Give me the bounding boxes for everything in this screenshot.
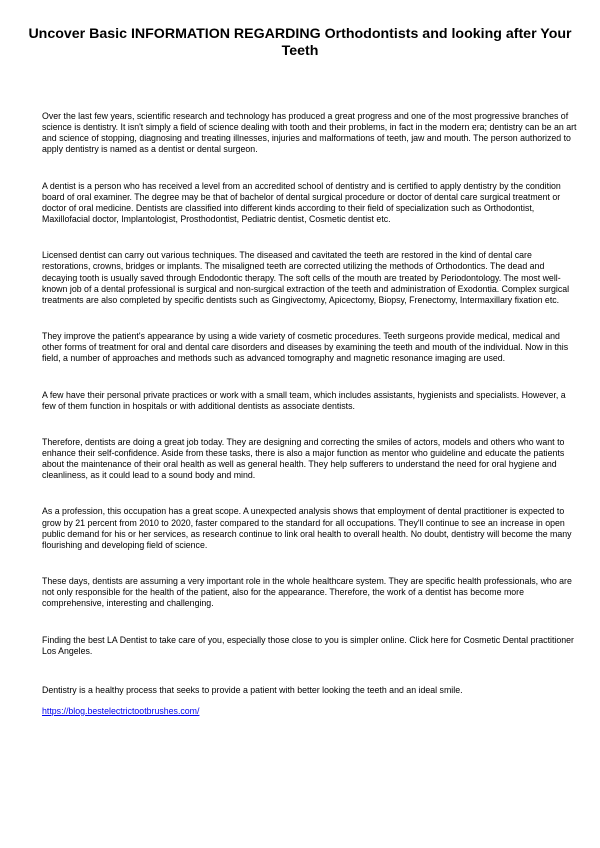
paragraph-3: Licensed dentist can carry out various techniques. The diseased and cavitated the teeth are restored in the kind of dental care restorations, crowns, bridges or implants. The misaligned teeth are corrected utilizing the methods of Orthodontics. The dead and decaying tooth is usually saved through Endodontic therapy. The soft cells of the mouth are treated by Periodontology. The most well-known job of a dental professional is surgical and non-surgical extraction of the teeth and administration of Exodontia. Complex surgical treatments are also completed by specific dentists such as Gingivectomy, Apicectomy, Biopsy, Frenectomy, Intermaxillary fixation etc. — [42, 250, 570, 305]
paragraph-4: They improve the patient's appearance by using a wide variety of cosmetic procedures. Teeth surgeons provide medical, medical and other forms of treatment for oral and dental care disorders and diseases by examining the teeth and mouth of the individual. Now in this field, a number of approaches and methods such as advanced tomography and magnetic resonance imaging are used. — [42, 331, 569, 364]
article-body — [42, 111, 578, 721]
paragraph-2: A dentist is a person who has received a level from an accredited school of dentistry and is certified to apply dentistry by the condition board of oral examiner. The degree may be that of bachelor of dental surgical procedure or doctor of dental care surgical treatment or doctor of oral medicine. Dentists are classified into different kinds according to their field of specialization such as Orthodontist, Maxillofacial doctor, Implantologist, Prosthodontist, Pediatric dentist, Cosmetic dentist etc. — [42, 180, 561, 225]
source-link[interactable]: https://blog.bestelectrictootbrushes.com/ — [42, 706, 200, 716]
paragraph-5: A few have their personal private practices or work with a small team, which includes assistants, hygienists and specialists. However, a few of them function in hospitals or with additional dentists as associate dentists. — [42, 389, 566, 411]
page-title: Uncover Basic INFORMATION REGARDING Orthodontists and looking after Your Teeth — [28, 26, 572, 59]
paragraph-8: These days, dentists are assuming a very important role in the whole healthcare system. They are specific health professionals, who are not only responsible for the health of the patient, also for the appearance. Therefore, the work of a dentist has become more comprehensive, interesting and challenging. — [42, 576, 572, 609]
paragraph-9: Finding the best LA Dentist to take care of you, especially those close to you is simpler online. Click here for Cosmetic Dental practitioner Los Angeles. — [42, 634, 574, 656]
paragraph-10: Dentistry is a healthy process that seeks to provide a patient with better looking the teeth and an ideal smile. — [42, 684, 463, 695]
paragraph-7: As a profession, this occupation has a great scope. A unexpected analysis shows that employment of dental practitioner is expected to grow by 21 percent from 2010 to 2020, faster compared to the standard for all occupations. They'll continue to see an increase in open public demand for his or her services, as research continue to link oral health to overall health. No doubt, dentistry will become the many flourishing and developing field of science. — [42, 506, 572, 550]
paragraph-1: Over the last few years, scientific research and technology has produced a great progress and one of the most progressive branches of science is dentistry. It isn't simply a field of science dealing with tooth and their problems, in fact in the modern era; dentistry can be an art and science of stopping, diagnosing and treating illnesses, injuries and malformations of teeth, jaw and mouth. The person authorized to apply dentistry is named as a dentist or dental surgeon. — [42, 111, 577, 155]
paragraph-6: Therefore, dentists are doing a great job today. They are designing and correcting the smiles of actors, models and others who want to enhance their self-confidence. Aside from these tasks, there is also a major function as mentor who guideline and educate the patients about the maintenance of their oral health as well as general health. They help sufferers to understand the need for oral hygiene and cleanliness, as it could lead to a sound body and mind. — [42, 436, 565, 481]
